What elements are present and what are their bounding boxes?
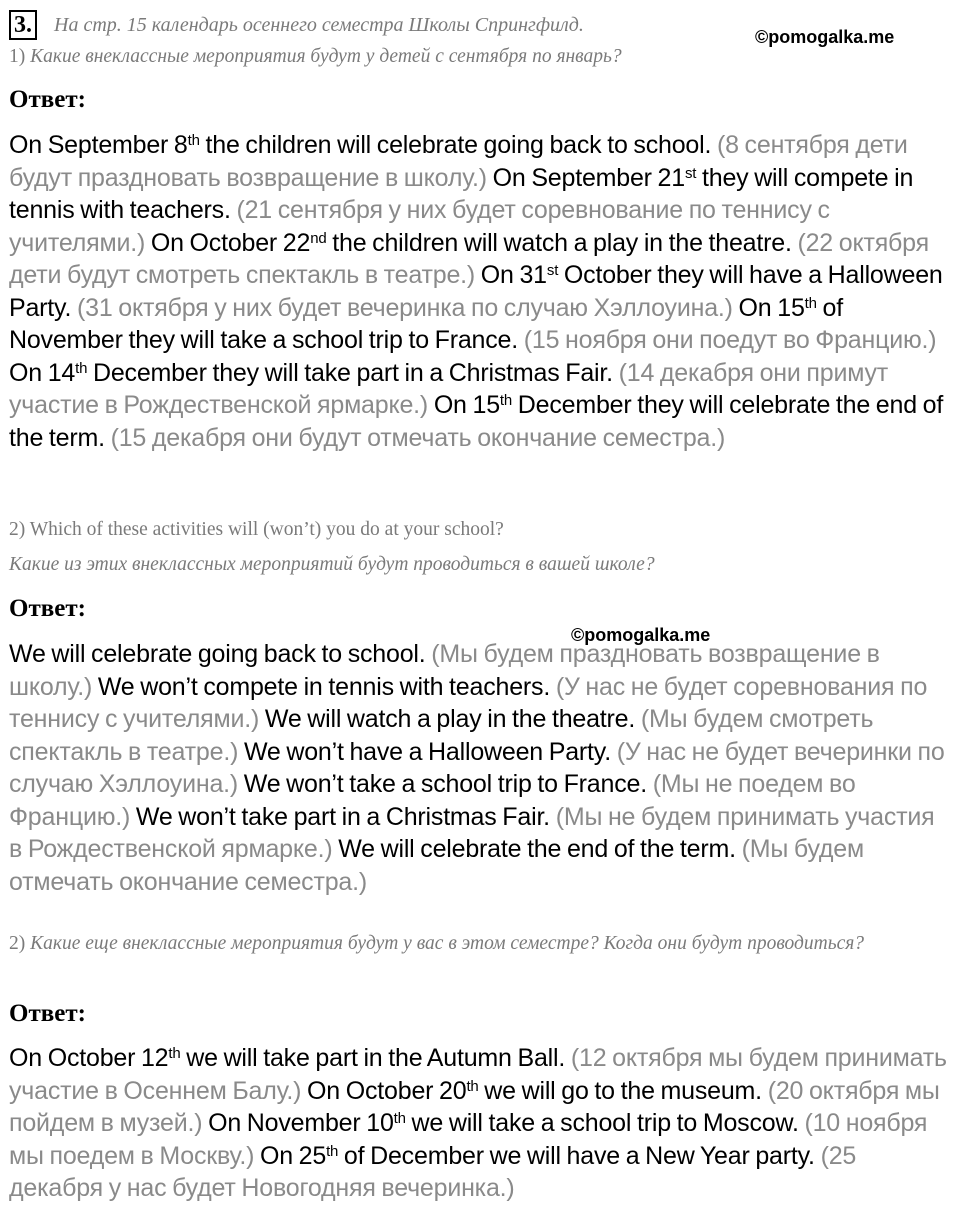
question-1 [9, 46, 622, 68]
english-sentence: We won’t have a Halloween Party. [243, 737, 617, 766]
answer-paragraph [9, 129, 949, 454]
ordinal-suffix: th [187, 131, 200, 149]
english-sentence: they will compete in tennis with teachers. [9, 163, 914, 224]
task-number: 3. [9, 10, 37, 40]
question-number: 1) [9, 46, 26, 67]
watermark: ©pomogalka.me [571, 625, 711, 645]
english-sentence: On 25 [259, 1141, 327, 1170]
ordinal-suffix: th [393, 1109, 406, 1127]
english-sentence: We will celebrate going back to school. [9, 640, 432, 668]
answer-label: Ответ: [9, 86, 86, 113]
russian-translation: (22 октября дети будут смотреть спектакль в театре.) [9, 228, 929, 289]
ordinal-suffix: st [684, 164, 697, 182]
english-sentence: December they will celebrate the end of the term. [9, 391, 944, 452]
ordinal-suffix: th [466, 1077, 479, 1095]
russian-translation: (12 октября мы будем принимать участие в Осеннем Балу.) [9, 1044, 947, 1105]
english-sentence: December they will take part in a Christmas Fair. [87, 358, 619, 387]
english-sentence: On October 20 [307, 1076, 467, 1105]
task-description: На стр. 15 календарь осеннего семестра Школы Спрингфилд. [54, 14, 584, 36]
english-sentence: We will watch a play in the theatre. [264, 705, 641, 733]
english-sentence: On 15 [433, 391, 500, 419]
russian-translation: (8 сентября дети будут праздновать возвращение в школу.) [9, 131, 908, 192]
ordinal-suffix: st [546, 261, 559, 279]
answer-label: Ответ: [9, 595, 86, 622]
english-sentence: On September 21 [492, 163, 685, 192]
english-sentence: the children will celebrate going back to school. [199, 131, 717, 159]
ordinal-suffix: th [326, 1142, 339, 1160]
english-sentence: On October 12 [9, 1044, 169, 1072]
english-sentence: of November they will take a school trip to France. [9, 293, 843, 354]
english-sentence: We will celebrate the end of the term. [338, 835, 742, 863]
english-sentence: the children will watch a play in the theatre. [326, 228, 798, 257]
english-sentence: On 14 [9, 358, 76, 387]
english-sentence: On 15 [738, 293, 805, 322]
ordinal-suffix: th [168, 1044, 181, 1062]
english-sentence: We won’t compete in tennis with teachers. [97, 672, 556, 701]
english-sentence: On September 8 [9, 131, 188, 159]
russian-translation: (21 сентября у них будет соревнование по теннису с учителями.) [9, 196, 830, 257]
english-sentence: we will take part in the Autumn Ball. [180, 1044, 571, 1072]
question-number: 2) [9, 933, 26, 954]
russian-translation: (31 октября у них будет вечеринка по случаю Хэллоуина.) [77, 293, 739, 322]
russian-translation: (У нас не будет вечеринки по случаю Хэллоуина.) [9, 737, 945, 798]
answer-label: Ответ: [9, 1000, 86, 1027]
english-sentence: of December we will have a New Year party. [338, 1141, 821, 1170]
russian-translation: (14 декабря они примут участие в Рождественской ярмарке.) [9, 358, 889, 419]
english-sentence: We won’t take a school trip to France. [243, 770, 653, 798]
russian-translation: (Мы будем праздновать возвращение в школу.) [9, 640, 880, 701]
russian-translation: (Мы будем отмечать окончание семестра.) [9, 835, 864, 896]
russian-translation: (15 ноября они поедут во Францию.) [523, 326, 937, 354]
russian-translation: (Мы не поедем во Францию.) [9, 770, 856, 831]
ordinal-suffix: th [499, 391, 513, 409]
question-text: Какие внеклассные мероприятия будут у детей с сентября по январь? [30, 46, 622, 67]
ordinal-suffix: nd [310, 229, 327, 247]
watermark: ©pomogalka.me [755, 27, 895, 47]
english-sentence: On October 22 [150, 228, 311, 257]
english-sentence: October they will have a Halloween Party. [9, 261, 943, 322]
russian-translation: (20 октября мы пойдем в музей.) [9, 1076, 940, 1137]
russian-translation: (10 ноября мы поедем в Москву.) [9, 1109, 928, 1170]
english-sentence: On November 10 [208, 1109, 394, 1137]
question-text: Какие еще внеклассные мероприятия будут у вас в этом семестре? Когда они будут проводиться? [30, 933, 865, 954]
russian-translation: (У нас не будет соревнования по теннису с учителями.) [9, 672, 928, 733]
english-sentence: On 31 [480, 261, 547, 289]
question-2-ru: Какие из этих внеклассных мероприятий будут проводиться в вашей школе? [9, 554, 655, 575]
question-3 [9, 930, 949, 958]
english-sentence: we will take a school trip to Moscow. [405, 1109, 805, 1137]
russian-translation: (15 декабря они будут отмечать окончание семестра.) [110, 423, 726, 452]
english-sentence: we will go to the museum. [478, 1076, 768, 1105]
question-2-en: 2) Which of these activities will (won’t) you do at your school? [9, 519, 504, 540]
answer-paragraph [9, 638, 949, 898]
ordinal-suffix: th [804, 294, 817, 312]
russian-translation: (Мы будем смотреть спектакль в театре.) [9, 705, 874, 766]
ordinal-suffix: th [75, 359, 88, 377]
russian-translation: (25 декабря у нас будет Новогодняя вечеринка.) [9, 1141, 857, 1202]
english-sentence: We won’t take part in a Christmas Fair. [135, 802, 556, 831]
russian-translation: (Мы не будем принимать участия в Рождественской ярмарке.) [9, 802, 935, 863]
answer-paragraph [9, 1042, 949, 1205]
